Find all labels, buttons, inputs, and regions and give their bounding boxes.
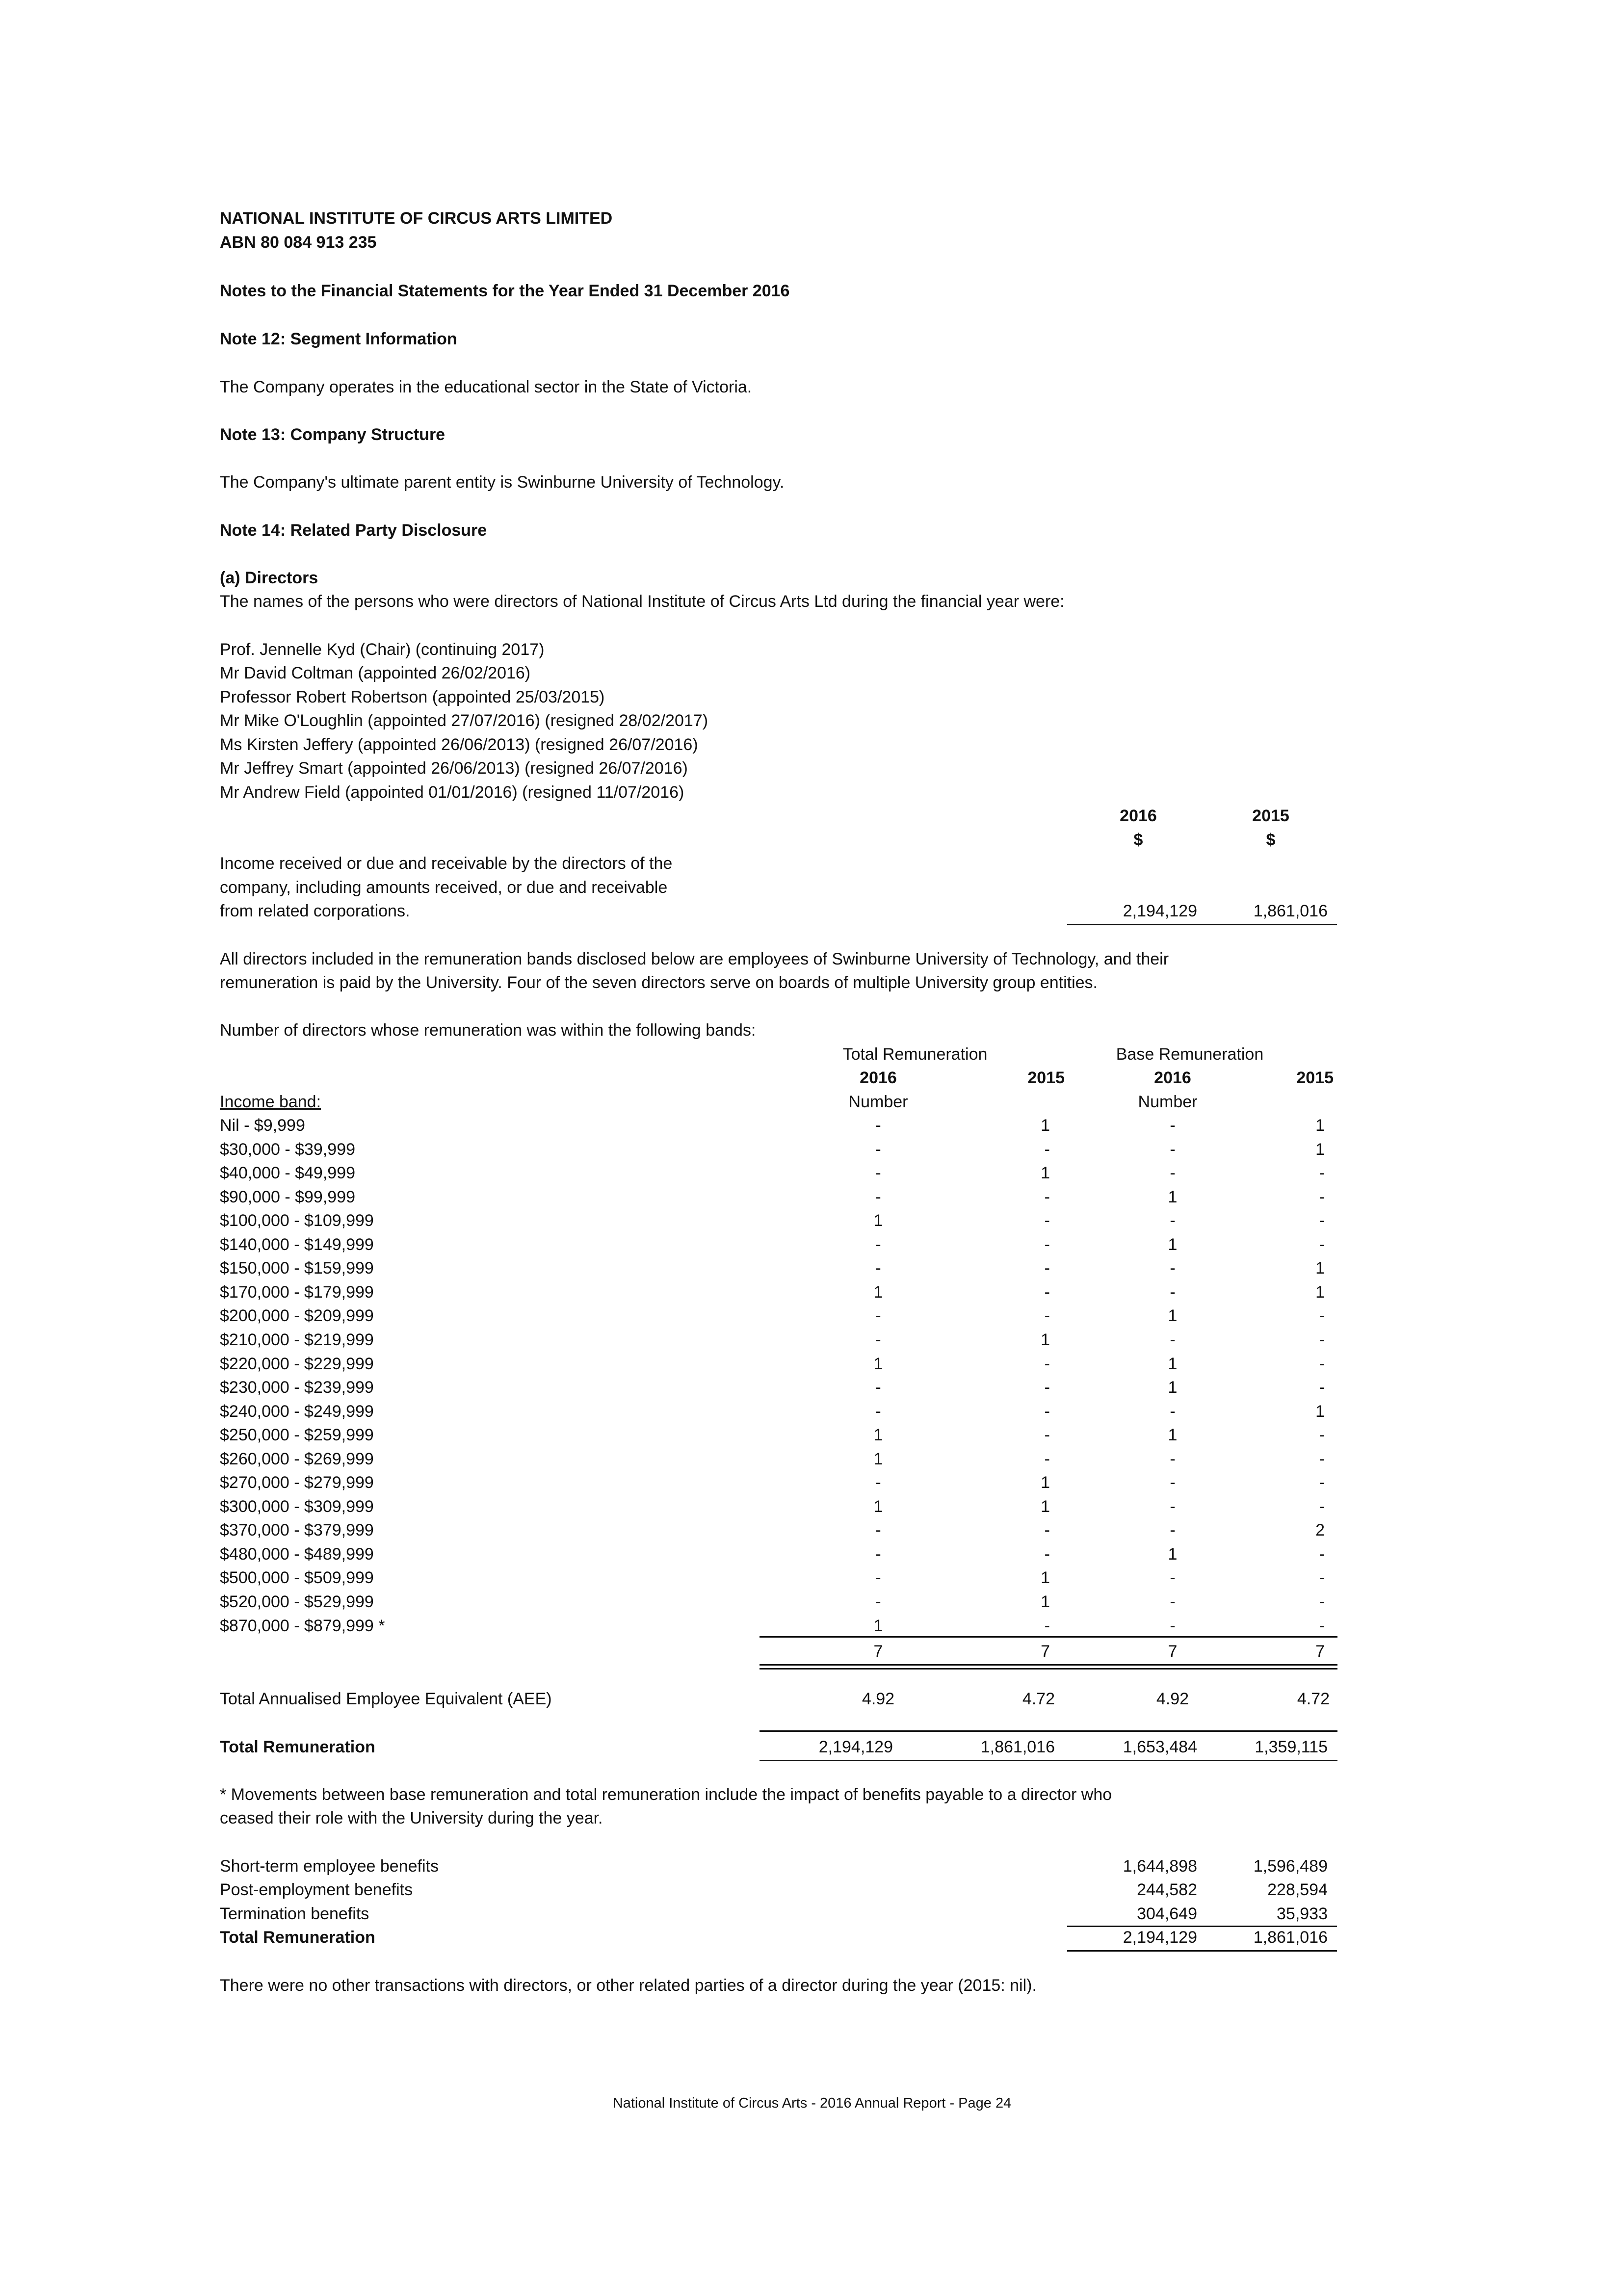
closing-statement: There were no other transactions with directors, or other related parties of a director during the year (2015: nil). [220, 1976, 1037, 1995]
band-count-cell: - [1044, 1306, 1050, 1325]
director-item: Mr David Coltman (appointed 26/02/2016) [220, 664, 531, 682]
benefit-2015: 1,596,489 [1253, 1857, 1328, 1876]
total-remuneration-value: 2,194,129 [818, 1738, 893, 1756]
band-count-cell: - [1319, 1473, 1325, 1492]
bands-year-base-2015: 2015 [1296, 1069, 1334, 1087]
band-count-cell: - [1170, 1259, 1176, 1278]
band-count-cell: - [1319, 1235, 1325, 1254]
band-count-cell: - [1170, 1568, 1176, 1587]
band-count-cell: 1 [1168, 1426, 1178, 1444]
band-count-cell: - [1170, 1450, 1176, 1468]
table-row [0, 1498, 1624, 1522]
total-remuneration-value: 1,359,115 [1255, 1738, 1328, 1756]
band-count-cell: - [1319, 1568, 1325, 1587]
band-count-cell: - [875, 1331, 881, 1349]
bands-totals-overline [760, 1636, 1337, 1638]
band-count-cell: 1 [873, 1617, 883, 1635]
bands-total-value: 7 [1041, 1642, 1050, 1661]
note13-text: The Company's ultimate parent entity is Swinburne University of Technology. [220, 473, 785, 492]
band-count-cell: - [1319, 1188, 1325, 1206]
group-total-remuneration: Total Remuneration [842, 1045, 988, 1064]
band-count-cell: - [1170, 1283, 1176, 1302]
income-band: $210,000 - $219,999 [220, 1331, 374, 1349]
band-count-cell: - [1044, 1355, 1050, 1373]
table-row [0, 1331, 1624, 1355]
band-count-cell: - [875, 1473, 881, 1492]
band-count-cell: - [1319, 1164, 1325, 1182]
year-header-2015: 2015 [1252, 807, 1289, 825]
company-name: NATIONAL INSTITUTE OF CIRCUS ARTS LIMITED [220, 209, 613, 228]
band-count-cell: - [1319, 1355, 1325, 1373]
benefits-total-underline [1067, 1950, 1337, 1952]
table-row [0, 1546, 1624, 1569]
director-item: Prof. Jennelle Kyd (Chair) (continuing 2017) [220, 640, 545, 659]
aee-value: 4.72 [1022, 1690, 1055, 1708]
currency-2015: $ [1266, 831, 1276, 849]
total-remuneration-label: Total Remuneration [220, 1738, 375, 1756]
band-count-cell: - [875, 1521, 881, 1539]
income-band: $40,000 - $49,999 [220, 1164, 356, 1182]
band-count-cell: 1 [1168, 1235, 1178, 1254]
table-row [0, 1451, 1624, 1474]
band-count-cell: 2 [1315, 1521, 1325, 1539]
band-count-cell: - [875, 1188, 881, 1206]
bands-year-total-2016: 2016 [860, 1069, 897, 1087]
income-band: $300,000 - $309,999 [220, 1497, 374, 1516]
total-remuneration-value: 1,653,484 [1123, 1738, 1197, 1756]
aee-value: 4.72 [1297, 1690, 1330, 1708]
income-band: $480,000 - $489,999 [220, 1545, 374, 1564]
bands-totals-underline-1 [760, 1664, 1337, 1666]
director-item: Professor Robert Robertson (appointed 25/03/2015) [220, 688, 605, 706]
income-band: Nil - $9,999 [220, 1116, 305, 1135]
aee-value: 4.92 [862, 1690, 895, 1708]
year-header-2016: 2016 [1120, 807, 1157, 825]
band-count-cell: - [1170, 1140, 1176, 1159]
band-count-cell: 1 [1168, 1306, 1178, 1325]
benefit-2015: 228,594 [1267, 1880, 1328, 1899]
band-count-cell: - [1044, 1188, 1050, 1206]
band-count-cell: 1 [1168, 1545, 1178, 1564]
aee-label: Total Annualised Employee Equivalent (AEE) [220, 1690, 552, 1708]
group-base-remuneration: Base Remuneration [1116, 1045, 1264, 1064]
band-count-cell: 1 [1041, 1568, 1050, 1587]
band-count-cell: - [1319, 1426, 1325, 1444]
bands-total-value: 7 [1315, 1642, 1325, 1661]
bands-intro: Number of directors whose remuneration was within the following bands: [220, 1021, 756, 1040]
band-count-cell: 1 [1041, 1497, 1050, 1516]
band-count-cell: - [1044, 1211, 1050, 1230]
band-count-cell: 1 [873, 1497, 883, 1516]
income-band: $250,000 - $259,999 [220, 1426, 374, 1444]
band-count-cell: 1 [873, 1426, 883, 1444]
income-2015-value: 1,861,016 [1253, 902, 1328, 920]
band-count-cell: - [1044, 1259, 1050, 1278]
table-row [0, 1379, 1624, 1403]
income-band: $260,000 - $269,999 [220, 1450, 374, 1468]
band-count-cell: 1 [1041, 1116, 1050, 1135]
table-row [0, 1569, 1624, 1593]
band-count-cell: - [1170, 1116, 1176, 1135]
benefits-subtotal-line [1067, 1926, 1337, 1927]
income-band: $90,000 - $99,999 [220, 1188, 356, 1206]
table-row [0, 1236, 1624, 1260]
table-row [0, 1474, 1624, 1498]
benefit-2015: 35,933 [1277, 1905, 1328, 1923]
director-item: Ms Kirsten Jeffery (appointed 26/06/2013) (resigned 26/07/2016) [220, 735, 698, 754]
band-count-cell: 1 [1315, 1259, 1325, 1278]
band-count-cell: - [1170, 1592, 1176, 1611]
band-count-cell: 1 [1315, 1116, 1325, 1135]
company-abn: ABN 80 084 913 235 [220, 233, 377, 252]
band-count-cell: - [875, 1402, 881, 1421]
band-count-cell: - [875, 1592, 881, 1611]
table-row [0, 1522, 1624, 1545]
benefit-2016: 304,649 [1137, 1905, 1197, 1923]
band-count-cell: - [1170, 1521, 1176, 1539]
number-label-total: Number [848, 1093, 908, 1111]
income-band: $500,000 - $509,999 [220, 1568, 374, 1587]
band-count-cell: 1 [1041, 1473, 1050, 1492]
band-count-cell: 1 [873, 1211, 883, 1230]
income-band: $270,000 - $279,999 [220, 1473, 374, 1492]
income-underline [1067, 924, 1337, 925]
band-count-cell: - [1044, 1140, 1050, 1159]
band-count-cell: 1 [1041, 1592, 1050, 1611]
note12-text: The Company operates in the educational sector in the State of Victoria. [220, 378, 752, 396]
income-band: $220,000 - $229,999 [220, 1355, 374, 1373]
band-count-cell: - [1044, 1402, 1050, 1421]
band-count-cell: - [1319, 1331, 1325, 1349]
footnote-line: ceased their role with the University during the year. [220, 1809, 603, 1827]
band-count-cell: 1 [1315, 1402, 1325, 1421]
employees-paragraph-line: remuneration is paid by the University. Four of the seven directors serve on boards of multiple University group entities. [220, 973, 1098, 992]
benefit-2016: 1,644,898 [1123, 1857, 1197, 1876]
number-label-base: Number [1138, 1093, 1198, 1111]
income-band: $870,000 - $879,999 * [220, 1617, 385, 1635]
director-item: Mr Jeffrey Smart (appointed 26/06/2013) (resigned 26/07/2016) [220, 759, 688, 778]
directors-subheading: (a) Directors [220, 569, 318, 587]
benefit-label: Post-employment benefits [220, 1880, 413, 1899]
footnote-line: * Movements between base remuneration and total remuneration include the impact of benefits payable to a director who [220, 1785, 1112, 1804]
benefit-label: Short-term employee benefits [220, 1857, 439, 1876]
band-count-cell: - [875, 1568, 881, 1587]
band-count-cell: 1 [1041, 1164, 1050, 1182]
band-count-cell: 1 [1315, 1283, 1325, 1302]
income-band: $520,000 - $529,999 [220, 1592, 374, 1611]
band-count-cell: 1 [873, 1450, 883, 1468]
table-row [0, 1403, 1624, 1427]
band-count-cell: - [1319, 1545, 1325, 1564]
income-band-label: Income band: [220, 1093, 321, 1111]
benefits-total-2016: 2,194,129 [1123, 1928, 1197, 1947]
note13-heading: Note 13: Company Structure [220, 425, 445, 444]
income-band: $370,000 - $379,999 [220, 1521, 374, 1539]
page-footer: National Institute of Circus Arts - 2016 Annual Report - Page 24 [612, 2095, 1012, 2111]
band-count-cell: - [1044, 1283, 1050, 1302]
income-description-line: Income received or due and receivable by the directors of the [220, 854, 673, 873]
band-count-cell: - [1044, 1521, 1050, 1539]
income-band: $200,000 - $209,999 [220, 1306, 374, 1325]
table-row [0, 1356, 1624, 1379]
aee-value: 4.92 [1156, 1690, 1189, 1708]
total-rem-underline [760, 1760, 1337, 1761]
band-count-cell: 1 [873, 1283, 883, 1302]
directors-intro: The names of the persons who were directors of National Institute of Circus Arts Ltd during the financial year were: [220, 592, 1065, 611]
band-count-cell: 1 [1315, 1140, 1325, 1159]
band-count-cell: - [1170, 1331, 1176, 1349]
income-band: $230,000 - $239,999 [220, 1378, 374, 1397]
income-band: $100,000 - $109,999 [220, 1211, 374, 1230]
benefit-2016: 244,582 [1137, 1880, 1197, 1899]
bands-total-value: 7 [1168, 1642, 1178, 1661]
notes-title: Notes to the Financial Statements for the Year Ended 31 December 2016 [220, 282, 790, 300]
band-count-cell: - [875, 1545, 881, 1564]
table-row [0, 1165, 1624, 1188]
income-band: $140,000 - $149,999 [220, 1235, 374, 1254]
benefits-total-2015: 1,861,016 [1253, 1928, 1328, 1947]
band-count-cell: - [1170, 1211, 1176, 1230]
table-row [0, 1284, 1624, 1307]
note12-heading: Note 12: Segment Information [220, 330, 457, 348]
band-count-cell: - [1170, 1164, 1176, 1182]
employees-paragraph-line: All directors included in the remuneration bands disclosed below are employees of Swinburne University of Technology, and their [220, 950, 1169, 968]
band-count-cell: 1 [1168, 1355, 1178, 1373]
note14-heading: Note 14: Related Party Disclosure [220, 521, 487, 540]
income-band: $170,000 - $179,999 [220, 1283, 374, 1302]
income-band: $240,000 - $249,999 [220, 1402, 374, 1421]
band-count-cell: - [1170, 1473, 1176, 1492]
band-count-cell: - [1319, 1592, 1325, 1611]
table-row [0, 1117, 1624, 1141]
table-row [0, 1260, 1624, 1283]
band-count-cell: - [1170, 1617, 1176, 1635]
band-count-cell: - [875, 1140, 881, 1159]
band-count-cell: - [1170, 1402, 1176, 1421]
band-count-cell: - [1319, 1306, 1325, 1325]
income-2016-value: 2,194,129 [1123, 902, 1197, 920]
table-row [0, 1427, 1624, 1450]
director-item: Mr Mike O'Loughlin (appointed 27/07/2016) (resigned 28/02/2017) [220, 711, 708, 730]
table-row [0, 1307, 1624, 1331]
band-count-cell: - [1319, 1378, 1325, 1397]
band-count-cell: - [1319, 1497, 1325, 1516]
benefit-label: Termination benefits [220, 1905, 369, 1923]
band-count-cell: - [1044, 1617, 1050, 1635]
band-count-cell: - [875, 1235, 881, 1254]
band-count-cell: 1 [873, 1355, 883, 1373]
income-band: $150,000 - $159,999 [220, 1259, 374, 1278]
band-count-cell: - [1319, 1211, 1325, 1230]
band-count-cell: - [1044, 1235, 1050, 1254]
band-count-cell: - [1044, 1378, 1050, 1397]
band-count-cell: - [875, 1164, 881, 1182]
bands-year-base-2016: 2016 [1154, 1069, 1191, 1087]
bands-totals-underline-2 [760, 1668, 1337, 1670]
band-count-cell: - [1319, 1617, 1325, 1635]
bands-total-value: 7 [873, 1642, 883, 1661]
band-count-cell: 1 [1168, 1188, 1178, 1206]
band-count-cell: - [1319, 1450, 1325, 1468]
band-count-cell: 1 [1041, 1331, 1050, 1349]
income-description-line: company, including amounts received, or due and receivable [220, 878, 668, 897]
band-count-cell: - [875, 1378, 881, 1397]
currency-2016: $ [1133, 831, 1143, 849]
table-row [0, 1189, 1624, 1212]
band-count-cell: - [875, 1116, 881, 1135]
band-count-cell: - [1044, 1545, 1050, 1564]
total-rem-overline [760, 1730, 1337, 1732]
band-count-cell: - [1170, 1497, 1176, 1516]
income-band: $30,000 - $39,999 [220, 1140, 356, 1159]
total-remuneration-value: 1,861,016 [980, 1738, 1055, 1756]
band-count-cell: - [875, 1306, 881, 1325]
band-count-cell: - [875, 1259, 881, 1278]
table-row [0, 1212, 1624, 1236]
bands-year-total-2015: 2015 [1027, 1069, 1065, 1087]
band-count-cell: 1 [1168, 1378, 1178, 1397]
table-row [0, 1593, 1624, 1617]
band-count-cell: - [1044, 1450, 1050, 1468]
table-row [0, 1141, 1624, 1165]
band-count-cell: - [1044, 1426, 1050, 1444]
director-item: Mr Andrew Field (appointed 01/01/2016) (resigned 11/07/2016) [220, 783, 684, 802]
benefits-total-label: Total Remuneration [220, 1928, 375, 1947]
income-description-line: from related corporations. [220, 902, 410, 920]
